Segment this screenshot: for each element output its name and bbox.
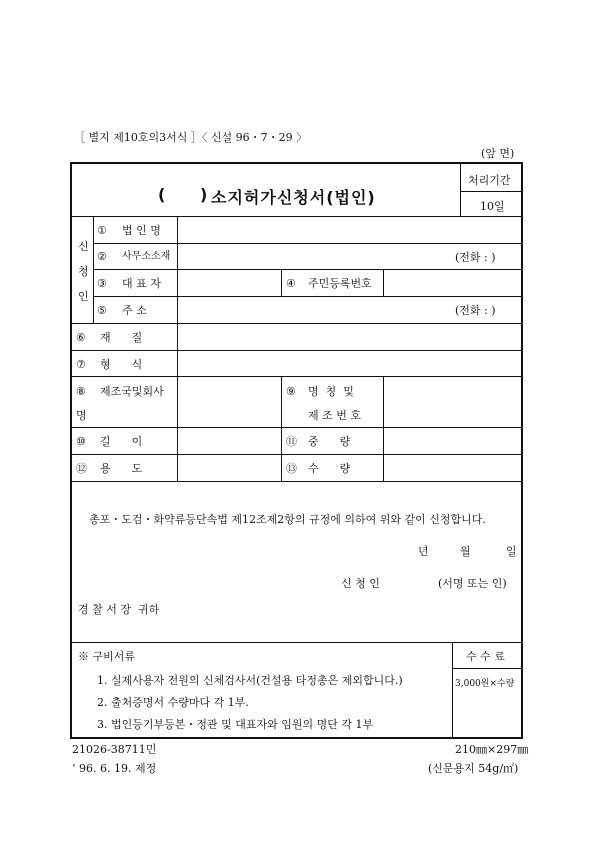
title-paren-open: (: [158, 185, 167, 204]
paper-type: (신문용지 54g/㎡): [428, 762, 519, 775]
address-label: 주 소: [122, 304, 147, 317]
processing-period-label: 처리기간: [468, 174, 511, 187]
row-line: [71, 427, 522, 428]
documents-heading: ※ 구비서류: [78, 650, 136, 663]
length-label: 길 이: [100, 435, 143, 448]
form-title: 소지허가신청서(법인): [211, 188, 376, 207]
fee-value: 3,000원×수량: [455, 679, 515, 689]
row-line: [93, 296, 522, 297]
phone-label: (전화 : ): [455, 251, 496, 264]
applicant-label-1: 신: [78, 240, 89, 253]
processing-period-value: 10일: [480, 200, 505, 213]
row-line: [71, 216, 522, 217]
row-line: [71, 642, 522, 643]
col-divider: [281, 376, 282, 481]
declaration-text: 총포・도검・화약류등단속법 제12조제2항의 규정에 의하여 위와 같이 신청합니다.: [89, 513, 486, 526]
row-line: [71, 454, 522, 455]
field-number: ⑩: [76, 435, 86, 448]
signature-placeholder: (서명 또는 인): [438, 577, 507, 590]
frame-right: [521, 162, 523, 739]
applicant-sign-label: 신 청 인: [341, 577, 380, 590]
frame-top: [70, 162, 523, 164]
row-line: [93, 243, 522, 244]
processing-divider: [460, 163, 461, 216]
fee-divider: [452, 642, 453, 737]
label-divider: [177, 216, 178, 323]
maker-label: 제조국및회사: [100, 385, 164, 398]
office-label: 사무소소재: [122, 251, 171, 262]
paper-size: 210㎜×297㎜: [455, 743, 529, 756]
field-number: ⑫: [76, 462, 87, 475]
col-divider: [281, 269, 282, 296]
field-number: ③: [97, 277, 107, 290]
page-side-label: (앞 면): [481, 147, 515, 160]
field-number: ⑤: [97, 304, 107, 317]
row-line: [71, 323, 522, 324]
row-line: [93, 269, 522, 270]
date-year: 년: [418, 545, 429, 558]
form-date: ’ 96. 6. 19. 제정: [72, 762, 157, 775]
document-item-1: 1. 실제사용자 전원의 신체검사서(건설용 타정총은 제외합니다.): [97, 674, 403, 687]
row-line: [71, 376, 522, 377]
document-item-2: 2. 출처증명서 수량마다 각 1부.: [97, 696, 249, 709]
representative-label: 대 표 자: [122, 277, 161, 290]
row-line: [71, 481, 522, 482]
field-number: ⑪: [286, 435, 297, 448]
quantity-label: 수 량: [308, 462, 351, 475]
group-divider: [93, 216, 94, 323]
form-code: 21026-38711민: [72, 743, 157, 756]
maker-label-2: 명: [76, 409, 87, 422]
title-paren-close: ): [200, 185, 209, 204]
frame-bottom: [70, 737, 523, 739]
field-number: ⑧: [76, 385, 86, 398]
type-label: 형 식: [100, 358, 143, 371]
field-number: ⑬: [286, 462, 297, 475]
use-label: 용 도: [100, 462, 143, 475]
date-month: 월: [460, 545, 471, 558]
date-day: 일: [506, 545, 517, 558]
field-number: ⑥: [76, 331, 86, 344]
weight-label: 중 량: [308, 435, 351, 448]
field-number: ①: [97, 224, 107, 237]
field-number: ⑦: [76, 358, 86, 371]
form-reference: ［ 별지 제10호의3서식 ］〈 신설 96・7・29 〉: [74, 131, 308, 144]
corp-name-label: 법 인 명: [122, 224, 161, 237]
row-line: [71, 350, 522, 351]
rrn-label: 주민등록번호: [308, 277, 372, 290]
field-number: ⑨: [286, 385, 296, 398]
document-item-3: 3. 법인등기부등본・정관 및 대표자와 임원의 명단 각 1부: [97, 718, 374, 731]
fee-label: 수 수 료: [466, 650, 505, 663]
material-label: 재 질: [100, 331, 143, 344]
col-divider: [383, 376, 384, 481]
processing-mid: [460, 191, 521, 192]
frame-left: [70, 162, 72, 739]
field-number: ②: [97, 250, 107, 263]
name-label-2: 제 조 번 호: [308, 409, 361, 422]
label-divider: [177, 323, 178, 481]
phone-label: (전화 : ): [455, 304, 496, 317]
recipient: 경 찰 서 장 귀하: [78, 603, 160, 616]
applicant-label-2: 청: [78, 265, 89, 278]
applicant-label-3: 인: [78, 290, 89, 303]
field-number: ④: [286, 277, 296, 290]
name-label-1: 명 칭 및: [308, 385, 354, 398]
col-divider: [383, 269, 384, 296]
fee-mid: [452, 668, 522, 669]
